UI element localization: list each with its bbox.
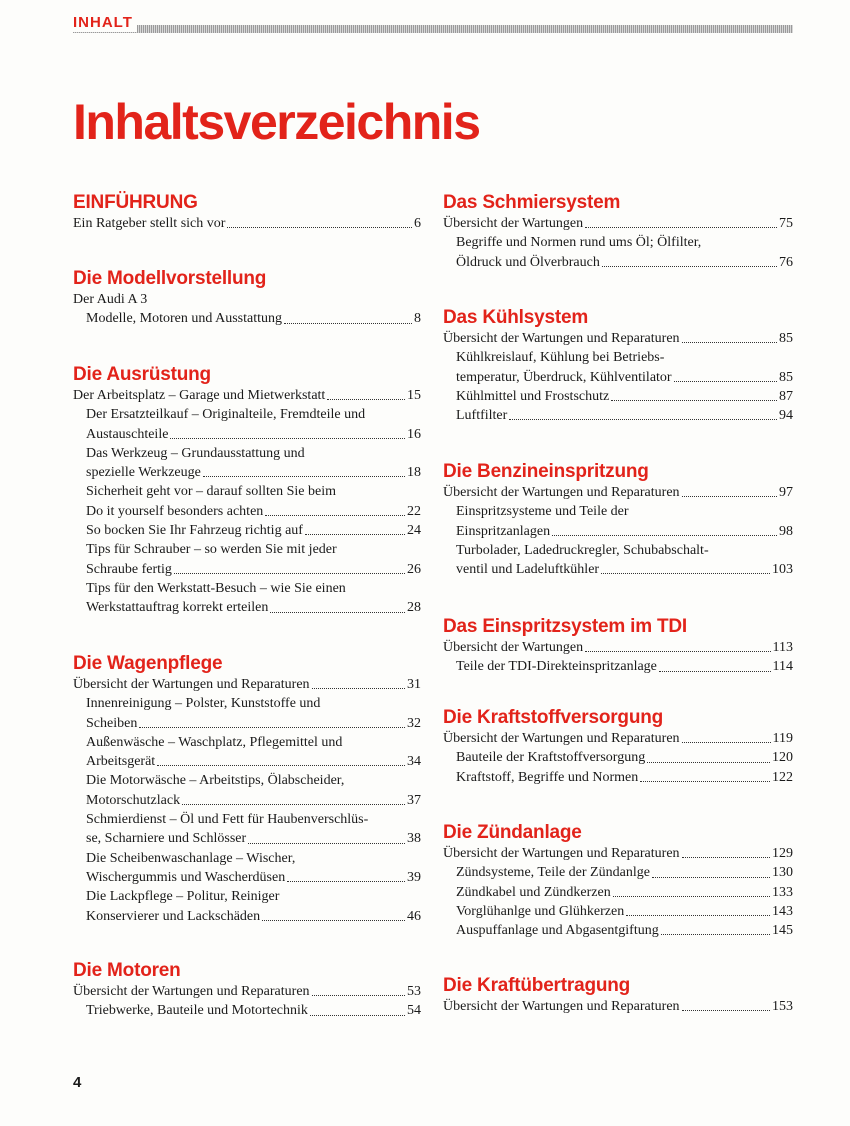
- toc-entry-line: [456, 406, 793, 425]
- toc-entry-line: [86, 579, 421, 598]
- toc-page-number: 145: [772, 923, 793, 939]
- toc-section-die-ausruestung: [73, 364, 421, 618]
- dot-leader: [552, 534, 777, 536]
- toc-entry-text: Übersicht der Wartungen und Reparaturen: [73, 984, 310, 999]
- toc-entry-line: [86, 560, 421, 579]
- toc-entry-text: Begriffe und Normen rund ums Öl; Ölfilter,: [456, 235, 702, 251]
- toc-entry-text: Innenreinigung – Polster, Kunststoffe und: [86, 696, 321, 712]
- dot-leader: [602, 265, 777, 267]
- dot-leader: [652, 876, 770, 878]
- toc-entry-line: [73, 675, 421, 694]
- toc-entry-text: Einspritzsysteme und Teile der: [456, 504, 629, 520]
- section-title: Die Benzineinspritzung: [443, 461, 649, 482]
- toc-entry-text: Der Ersatzteilkauf – Originalteile, Fremdteile und: [86, 407, 366, 423]
- toc-entry-text: Zündsysteme, Teile der Zündanlge: [456, 865, 650, 881]
- toc-entry[interactable]: [443, 348, 793, 387]
- toc-section-die-kraftuebertragung: [443, 975, 793, 1016]
- toc-page-number: 38: [407, 831, 421, 847]
- section-title: EINFÜHRUNG: [73, 192, 198, 213]
- toc-section-einfuehrung: [73, 192, 421, 233]
- toc-entry-text: Zündkabel und Zündkerzen: [456, 884, 611, 900]
- toc-entry[interactable]: [443, 406, 793, 425]
- toc-section-die-motoren: [73, 960, 421, 1021]
- dot-leader: [312, 994, 405, 996]
- section-title: Die Kraftübertragung: [443, 975, 631, 996]
- dot-leader: [682, 495, 777, 497]
- toc-entry-text: Werkstattauftrag korrekt erteilen: [86, 600, 269, 616]
- toc-section-das-kuehlsystem: [443, 307, 793, 425]
- toc-entry-line: [443, 729, 793, 748]
- toc-page-number: 76: [779, 254, 793, 270]
- dot-leader: [310, 1014, 405, 1016]
- toc-entry[interactable]: [73, 386, 421, 405]
- toc-entry[interactable]: [443, 883, 793, 902]
- toc-entry-line: [456, 541, 793, 560]
- toc-entry-text: Der Arbeitsplatz – Garage und Mietwerkstatt: [73, 388, 326, 403]
- dot-leader: [601, 572, 770, 574]
- toc-entry-line: [86, 1001, 421, 1020]
- toc-entry[interactable]: [443, 997, 793, 1016]
- toc-entry-text: Übersicht der Wartungen und Reparaturen: [443, 999, 680, 1014]
- toc-entry[interactable]: [443, 233, 793, 272]
- toc-entry-line: [443, 638, 793, 657]
- toc-page-number: 39: [407, 869, 421, 885]
- toc-entry-line: [86, 425, 421, 444]
- toc-entry-line: [456, 368, 793, 387]
- section-title: Die Kraftstoffversorgung: [443, 707, 664, 728]
- toc-entry[interactable]: [73, 405, 421, 444]
- section-title: Das Kühlsystem: [443, 307, 589, 328]
- toc-page-number: 113: [772, 640, 793, 655]
- toc-entry-text: Austauschteile: [86, 426, 169, 442]
- toc-entry-line: [86, 502, 421, 521]
- toc-entry-text: Öldruck und Ölverbrauch: [456, 254, 600, 270]
- toc-entry[interactable]: [73, 887, 421, 926]
- toc-entry-text: Motorschutzlack: [86, 792, 181, 808]
- toc-entry-text: Arbeitsgerät: [86, 754, 156, 770]
- toc-entry-text: Übersicht der Wartungen und Reparaturen: [443, 731, 680, 746]
- toc-entry-text: Der Audi A 3: [73, 292, 148, 307]
- dot-leader: [157, 764, 405, 766]
- toc-entry[interactable]: [73, 1001, 421, 1020]
- toc-page-number: 129: [772, 846, 793, 861]
- toc-entry-line: [456, 921, 793, 940]
- toc-entry-text: Schmierdienst – Öl und Fett für Haubenverschlüs-: [86, 812, 369, 828]
- toc-entry-text: Sicherheit geht vor – darauf sollten Sie beim: [86, 484, 336, 500]
- toc-entry-line: [86, 444, 421, 463]
- page-title: Inhaltsverzeichnis: [73, 94, 480, 150]
- toc-entry[interactable]: [73, 982, 421, 1001]
- toc-page-number: 133: [772, 884, 793, 900]
- toc-entry-line: [456, 387, 793, 406]
- toc-entry-line: [86, 521, 421, 540]
- toc-entry-line: [86, 887, 421, 906]
- toc-page-number: 6: [414, 216, 421, 231]
- dot-leader: [626, 914, 770, 916]
- toc-page-number: 114: [772, 659, 793, 675]
- toc-entry-line: [86, 540, 421, 559]
- toc-entry[interactable]: [73, 579, 421, 618]
- toc-entry-text: Außenwäsche – Waschplatz, Pflegemittel und: [86, 734, 343, 750]
- toc-entry[interactable]: [443, 768, 793, 787]
- toc-entry-line: [456, 502, 793, 521]
- toc-entry-text: Ein Ratgeber stellt sich vor: [73, 216, 226, 231]
- dot-leader: [284, 322, 412, 324]
- dot-leader: [262, 919, 405, 921]
- toc-entry[interactable]: [73, 771, 421, 810]
- dot-leader: [585, 650, 770, 652]
- toc-entry-line: [443, 483, 793, 502]
- toc-entry-line: [86, 868, 421, 887]
- toc-entry-line: [456, 348, 793, 367]
- toc-entry-text: Übersicht der Wartungen und Reparaturen: [443, 485, 680, 500]
- toc-entry-text: Kühlmittel und Frostschutz: [456, 388, 610, 404]
- dot-leader: [682, 1009, 770, 1011]
- toc-page-number: 53: [407, 984, 421, 999]
- toc-entry-text: se, Scharniere und Schlösser: [86, 831, 247, 847]
- toc-page-number: 15: [407, 388, 421, 403]
- toc-entry[interactable]: [73, 290, 421, 309]
- page-number: 4: [73, 1074, 82, 1091]
- toc-entry-text: Scheiben: [86, 715, 138, 731]
- toc-entry-line: [86, 771, 421, 790]
- toc-entry-line: [86, 791, 421, 810]
- toc-entry-line: [86, 463, 421, 482]
- toc-entry[interactable]: [443, 638, 793, 657]
- toc-page-number: 24: [407, 523, 421, 539]
- toc-entry-line: [86, 309, 421, 328]
- toc-page-number: 8: [414, 311, 421, 327]
- toc-section-das-einspritzsystem-im-tdi: [443, 616, 793, 677]
- toc-entry-text: Luftfilter: [456, 408, 508, 424]
- dot-leader: [270, 611, 405, 613]
- toc-entry-line: [73, 982, 421, 1001]
- toc-entry-text: spezielle Werkzeuge: [86, 465, 201, 481]
- toc-page-number: 22: [407, 503, 421, 519]
- dot-leader: [682, 741, 771, 743]
- toc-page-number: 18: [407, 465, 421, 481]
- toc-page-number: 120: [772, 750, 793, 766]
- toc-page-number: 98: [779, 523, 793, 539]
- toc-page-number: 87: [779, 388, 793, 404]
- toc-entry[interactable]: [73, 214, 421, 233]
- toc-entry-text: Vorglühanlge und Glühkerzen: [456, 903, 625, 919]
- toc-section-die-kraftstoffversorgung: [443, 707, 793, 787]
- header-rule: [73, 25, 793, 33]
- toc-entry-text: Kühlkreislauf, Kühlung bei Betriebs-: [456, 350, 665, 366]
- toc-entry[interactable]: [443, 902, 793, 921]
- toc-entry[interactable]: [73, 733, 421, 772]
- toc-entry-line: [86, 752, 421, 771]
- section-title: Die Modellvorstellung: [73, 268, 267, 289]
- toc-entry-text: Tips für den Werkstatt-Besuch – wie Sie einen: [86, 580, 346, 596]
- toc-entry-line: [86, 482, 421, 501]
- toc-entry-text: So bocken Sie Ihr Fahrzeug richtig auf: [86, 523, 303, 539]
- section-title: Die Motoren: [73, 960, 181, 981]
- toc-section-die-wagenpflege: [73, 653, 421, 926]
- toc-page-number: 34: [407, 754, 421, 770]
- dot-leader: [509, 418, 777, 420]
- toc-entry-text: Turbolader, Ladedruckregler, Schubabschalt-: [456, 542, 709, 558]
- toc-entry-line: [73, 386, 421, 405]
- toc-entry[interactable]: [443, 541, 793, 580]
- dot-leader: [674, 380, 777, 382]
- toc-page-number: 26: [407, 561, 421, 577]
- toc-page-number: 31: [407, 677, 421, 692]
- toc-page-number: 122: [772, 769, 793, 785]
- toc-page-number: 16: [407, 426, 421, 442]
- toc-page-number: 130: [772, 865, 793, 881]
- dot-leader: [327, 398, 405, 400]
- toc-entry[interactable]: [443, 329, 793, 348]
- toc-entry-text: Die Lackpflege – Politur, Reiniger: [86, 889, 280, 905]
- toc-entry-line: [456, 233, 793, 252]
- toc-entry-text: Tips für Schrauber – so werden Sie mit jeder: [86, 542, 337, 558]
- dot-leader: [265, 514, 405, 516]
- dot-leader: [312, 687, 405, 689]
- toc-entry[interactable]: [443, 748, 793, 767]
- dot-leader: [682, 856, 770, 858]
- toc-page-number: 37: [407, 792, 421, 808]
- toc-page-number: 75: [779, 216, 793, 231]
- toc-entry-line: [73, 214, 421, 233]
- toc-entry-text: Wischergummis und Wascherdüsen: [86, 869, 286, 885]
- toc-entry-line: [456, 863, 793, 882]
- toc-entry-line: [456, 253, 793, 272]
- dot-leader: [611, 399, 777, 401]
- toc-page-number: 94: [779, 408, 793, 424]
- section-title: Die Wagenpflege: [73, 653, 223, 674]
- toc-entry-text: Auspuffanlage und Abgasentgiftung: [456, 923, 659, 939]
- toc-entry-text: Übersicht der Wartungen: [443, 640, 584, 655]
- dot-leader: [613, 895, 770, 897]
- toc-entry-line: [456, 883, 793, 902]
- toc-section-die-benzineinspritzung: [443, 461, 793, 579]
- dot-leader: [287, 880, 405, 882]
- toc-page-number: 54: [407, 1003, 421, 1019]
- toc-page-number: 97: [779, 485, 793, 500]
- toc-entry-text: Die Scheibenwaschanlage – Wischer,: [86, 850, 296, 866]
- toc-entry-line: [86, 598, 421, 617]
- header-bar: [73, 14, 793, 36]
- toc-entry-text: Kraftstoff, Begriffe und Normen: [456, 769, 639, 785]
- toc-entry-text: Konservierer und Lackschäden: [86, 908, 261, 924]
- toc-entry[interactable]: [443, 863, 793, 882]
- dot-leader: [659, 670, 771, 672]
- toc-entry[interactable]: [443, 729, 793, 748]
- toc-entry[interactable]: [73, 540, 421, 579]
- toc-entry-text: Übersicht der Wartungen: [443, 216, 584, 231]
- header-label: INHALT: [73, 14, 137, 32]
- toc-entry[interactable]: [443, 921, 793, 940]
- toc-entry[interactable]: [443, 502, 793, 541]
- toc-entry-line: [86, 849, 421, 868]
- dot-leader: [305, 533, 405, 535]
- toc-entry-text: Do it yourself besonders achten: [86, 503, 264, 519]
- toc-entry-line: [443, 997, 793, 1016]
- dot-leader: [182, 803, 405, 805]
- dot-leader: [174, 572, 405, 574]
- toc-entry-line: [86, 405, 421, 424]
- toc-entry[interactable]: [73, 521, 421, 540]
- toc-entry[interactable]: [73, 482, 421, 521]
- toc-entry[interactable]: [73, 694, 421, 733]
- toc-entry-text: Die Motorwäsche – Arbeitstips, Ölabscheider,: [86, 773, 345, 789]
- toc-entry[interactable]: [73, 309, 421, 328]
- toc-entry-text: temperatur, Überdruck, Kühlventilator: [456, 369, 672, 385]
- toc-entry-text: Triebwerke, Bauteile und Motortechnik: [86, 1003, 308, 1019]
- toc-entry-text: Modelle, Motoren und Ausstattung: [86, 311, 282, 327]
- toc-entry-text: Schraube fertig: [86, 561, 172, 577]
- toc-page-number: 85: [779, 369, 793, 385]
- toc-entry-line: [443, 214, 793, 233]
- toc-entry[interactable]: [73, 444, 421, 483]
- toc-page-number: 119: [772, 731, 793, 746]
- toc-page-number: 103: [772, 562, 793, 578]
- section-title: Das Einspritzsystem im TDI: [443, 616, 687, 637]
- dot-leader: [647, 761, 770, 763]
- toc-entry-line: [456, 657, 793, 676]
- section-title: Die Ausrüstung: [73, 364, 211, 385]
- toc-page-number: 143: [772, 903, 793, 919]
- dot-leader: [248, 842, 405, 844]
- section-title: Das Schmiersystem: [443, 192, 621, 213]
- toc-section-die-zuendanlage: [443, 822, 793, 940]
- toc-page-number: 32: [407, 715, 421, 731]
- toc-entry[interactable]: [443, 483, 793, 502]
- toc-entry-text: Übersicht der Wartungen und Reparaturen: [443, 331, 680, 346]
- toc-entry-text: Teile der TDI-Direkteinspritzanlage: [456, 659, 657, 675]
- dot-leader: [661, 933, 770, 935]
- toc-entry[interactable]: [443, 657, 793, 676]
- toc-entry-line: [456, 560, 793, 579]
- toc-entry-line: [443, 329, 793, 348]
- toc-entry-text: ventil und Ladeluftkühler: [456, 562, 600, 578]
- toc-page-number: 85: [779, 331, 793, 346]
- toc-entry-text: Einspritzanlagen: [456, 523, 551, 539]
- toc-entry[interactable]: [443, 844, 793, 863]
- toc-entry-text: Das Werkzeug – Grundausstattung und: [86, 445, 305, 461]
- dot-leader: [203, 475, 405, 477]
- toc-entry-line: [456, 768, 793, 787]
- toc-entry[interactable]: [73, 810, 421, 849]
- toc-section-das-schmiersystem: [443, 192, 793, 272]
- toc-section-die-modellvorstellung: [73, 268, 421, 329]
- dot-leader: [585, 226, 777, 228]
- toc-entry-text: Übersicht der Wartungen und Reparaturen: [443, 846, 680, 861]
- toc-entry-line: [86, 714, 421, 733]
- toc-page-number: 46: [407, 908, 421, 924]
- toc-entry-text: Übersicht der Wartungen und Reparaturen: [73, 677, 310, 692]
- toc-entry-line: [86, 694, 421, 713]
- section-title: Die Zündanlage: [443, 822, 582, 843]
- toc-entry-line: [456, 748, 793, 767]
- toc-entry-line: [86, 810, 421, 829]
- toc-entry-line: [86, 907, 421, 926]
- toc-page-number: 28: [407, 600, 421, 616]
- toc-entry[interactable]: [443, 214, 793, 233]
- toc-entry[interactable]: [73, 675, 421, 694]
- toc-entry-line: [73, 290, 421, 309]
- toc-entry-line: [86, 829, 421, 848]
- toc-entry[interactable]: [73, 849, 421, 888]
- dot-leader: [139, 726, 405, 728]
- toc-entry-line: [86, 733, 421, 752]
- dot-leader: [227, 226, 412, 228]
- toc-entry-line: [456, 902, 793, 921]
- dot-leader: [682, 341, 777, 343]
- toc-page-number: 153: [772, 999, 793, 1014]
- dot-leader: [170, 437, 405, 439]
- toc-entry[interactable]: [443, 387, 793, 406]
- toc-entry-line: [443, 844, 793, 863]
- dot-leader: [640, 780, 770, 782]
- toc-entry-text: Bauteile der Kraftstoffversorgung: [456, 750, 646, 766]
- toc-entry-line: [456, 522, 793, 541]
